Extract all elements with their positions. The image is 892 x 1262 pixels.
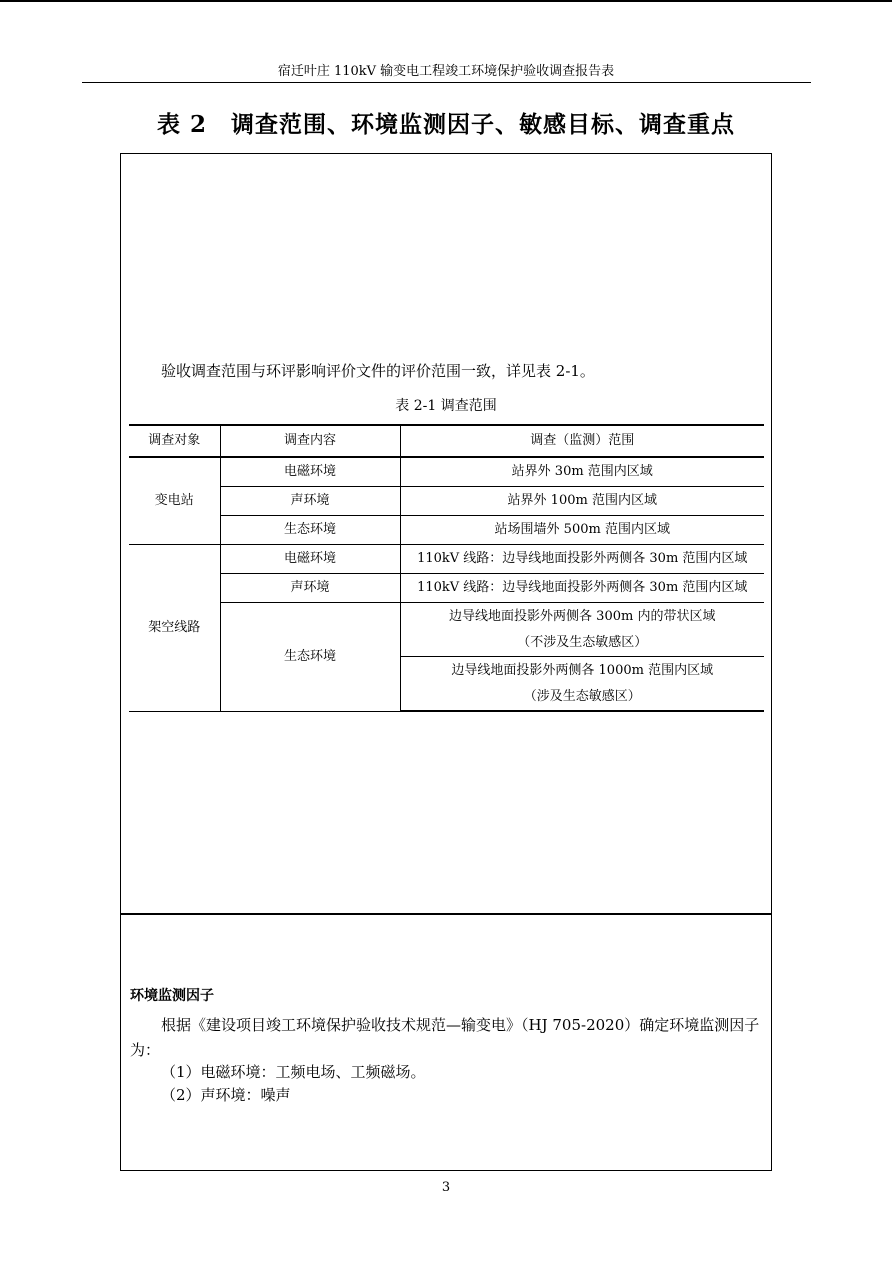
range-cell: [400, 603, 764, 657]
header-cell-object: 调查对象: [129, 425, 220, 457]
range-line: 边导线地面投影外两侧各 1000m 范围内区域: [451, 662, 714, 678]
monitoring-item: （1）电磁环境：工频电场、工频磁场。: [161, 1063, 426, 1081]
header-cell-content: 调查内容: [220, 425, 400, 457]
range-cell: 110kV 线路：边导线地面投影外两侧各 30m 范围内区域: [400, 574, 764, 603]
scope-intro: 验收调查范围与环评影响评价文件的评价范围一致，详见表 2-1。: [161, 362, 595, 380]
range-line: 边导线地面投影外两侧各 300m 内的带状区域: [449, 608, 716, 624]
object-cell-substation: 变电站: [129, 457, 220, 545]
header-rule: [82, 82, 811, 83]
table-caption: 表 2-1 调查范围: [395, 398, 497, 414]
content-cell: 生态环境: [220, 516, 400, 545]
table-row: [129, 457, 764, 487]
content-cell: 电磁环境: [220, 457, 400, 487]
table-row: [129, 487, 764, 516]
table-row: [129, 574, 764, 603]
range-cell: 站界外 30m 范围内区域: [400, 457, 764, 487]
range-cell: 站场围墙外 500m 范围内区域: [400, 516, 764, 545]
monitoring-item: （2）声环境：噪声: [161, 1086, 291, 1104]
content-cell: 声环境: [220, 487, 400, 516]
monitoring-paragraph-line1: 根据《建设项目竣工环境保护验收技术规范—输变电》（HJ 705-2020）确定环境监测因子: [161, 1016, 760, 1034]
content-cell: 生态环境: [220, 603, 400, 712]
table-row: [129, 516, 764, 545]
range-cell: [400, 657, 764, 712]
header-cell-range: 调查（监测）范围: [400, 425, 764, 457]
content-cell: 电磁环境: [220, 545, 400, 574]
table-row: [129, 545, 764, 574]
scope-table: [129, 424, 764, 712]
object-cell-overhead-line: 架空线路: [129, 545, 220, 712]
range-cell: 站界外 100m 范围内区域: [400, 487, 764, 516]
content-cell: 声环境: [220, 574, 400, 603]
page-title: 表 2 调查范围、环境监测因子、敏感目标、调查重点: [156, 111, 735, 138]
table-header-row: [129, 425, 764, 457]
range-cell: 110kV 线路：边导线地面投影外两侧各 30m 范围内区域: [400, 545, 764, 574]
top-border-line: [0, 0, 892, 2]
running-header: 宿迁叶庄 110kV 输变电工程竣工环境保护验收调查报告表: [277, 64, 615, 79]
range-note: （不涉及生态敏感区）: [517, 634, 648, 650]
page-number: 3: [441, 1180, 451, 1195]
monitoring-section-box: [120, 913, 772, 1171]
monitoring-paragraph-line2: 为：: [130, 1041, 161, 1059]
table-row: [129, 603, 764, 657]
monitoring-factors-heading: 环境监测因子: [130, 988, 214, 1004]
range-note: （涉及生态敏感区）: [523, 688, 641, 704]
